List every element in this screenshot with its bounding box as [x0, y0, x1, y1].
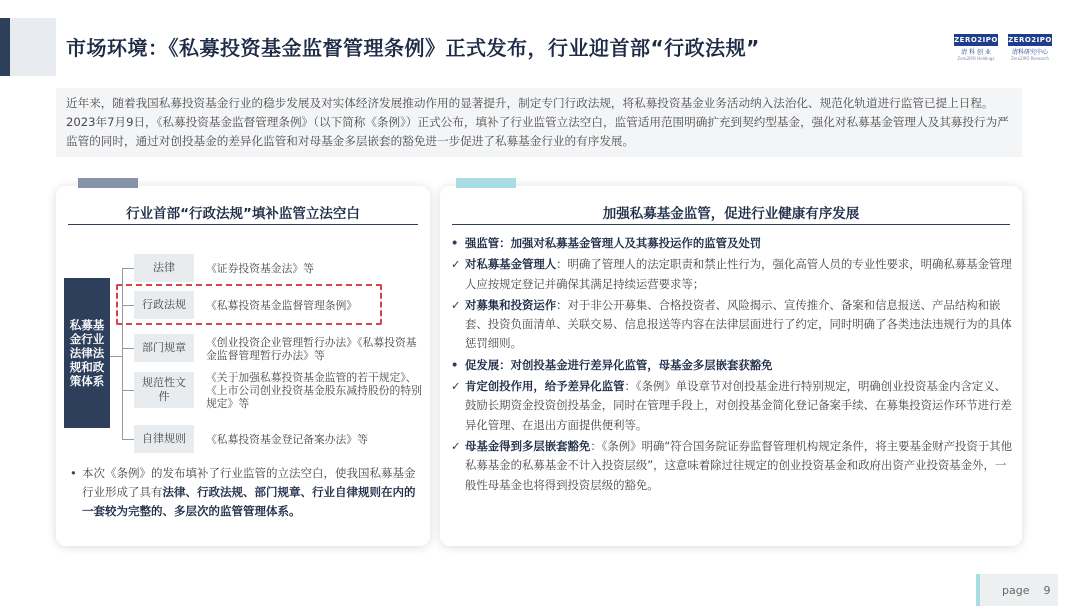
list-item: ✓ 对募集和投资运作：对于非公开募集、合格投资者、风险揭示、宣传推介、备案和信息报送、产品结构和嵌套、投资负面清单、关联交易、信息报送等内容在法律层面进行了约定，同时明确了各类违法违规行为的具体惩罚细则。 [451, 297, 1012, 351]
panel-tab-decoration [78, 178, 138, 188]
level-box-admin-regulation: 行政法规 [134, 291, 194, 319]
left-panel-heading: 行业首部“行政法规”填补监管立法空白 [126, 206, 360, 222]
zero2ipo-holdings-logo: ZERO2IPO 清 科 创 业 Zero2IPO Holdings [954, 36, 998, 61]
level-box-dept-rules: 部门规章 [134, 334, 194, 362]
list-item: ✓ 肯定创投作用，给予差异化监管：《条例》单设章节对创投基金进行特别规定，明确创业投资基金内含定义、鼓励长期资金投资创投基金，同时在管理手段上，对创投基金简化登记备案手续、在募集投资运作环节进行差异化管理、在退出方面提供便利等。 [451, 379, 1012, 432]
tree-branch [122, 390, 134, 391]
title-accent-shade [10, 18, 56, 76]
level-box-self-regulation: 自律规则 [134, 425, 194, 453]
tree-root-label: 私募基金行业法律法规和政策体系 [64, 278, 110, 428]
right-panel-heading: 加强私募基金监管，促进行业健康有序发展 [602, 206, 860, 222]
list-item: ✓ 对私募基金管理人：明确了管理人的法定职责和禁止性行为，强化高管人员的专业性要求，明确私募基金管理人应按规定登记并确保其满足持续运营要求等； [451, 257, 1012, 291]
level-desc-admin-regulation: 《私募投资基金监督管理条例》 [206, 299, 358, 312]
highlight-dashed-frame [116, 284, 382, 325]
left-panel-summary: • 本次《条例》的发布填补了行业监管的立法空白，使我国私募基金行业形成了具有法律、行政法规、部门规章、行业自律规则在内的一套较为完整的、多层次的监管管理体系。 [70, 466, 416, 518]
tree-branch [122, 268, 134, 269]
panel-tab-decoration [456, 178, 516, 188]
logo-group [954, 34, 1052, 61]
heading-divider [68, 224, 418, 225]
level-desc-dept-rules: 《创业投资企业管理暂行办法》《私募投资基金监督管理暂行办法》等 [206, 336, 417, 362]
intro-paragraph: 近年来，随着我国私募投资基金行业的稳步发展及对实体经济发展推动作用的显著提升，制定专门行政法规，将私募投资基金业务活动纳入法治化、规范化轨道进行监管已提上日程。 2023年7月9日，《私募投资基金监督管理条例》（以下简称《条例》）正式公布，填补了行业监管立法空白，监管适用范围明确扩充到契约型基金，强化对私募基金管理人及其募投行为严监管的同时，通过对创投基金的差异化监管和对母基金多层嵌套的豁免进一步促进了私募基金行业的有序发展。 [56, 88, 1022, 157]
level-desc-normative-docs: 《关于加强私募投资基金监管的若干规定》、《上市公司创业投资基金股东减持股份的特别规定》等 [206, 371, 422, 410]
level-box-normative-docs: 规范性文件 [134, 372, 194, 408]
regulation-system-panel [56, 186, 430, 546]
list-item: • 强监管：加强对私募基金管理人及其募投运作的监管及处罚 [451, 236, 762, 250]
list-item: ✓ 母基金得到多层嵌套豁免：《条例》明确“符合国务院证券监督管理机构规定条件，将主要基金财产投资于其他私募基金的私募基金不计入投资层级”，这意味着除过往规定的创业投资基金和政府出资产业投资基金外，一般性母基金也将得到投资层级的豁免。 [451, 438, 1012, 492]
tree-connector [110, 356, 122, 357]
supervision-panel [440, 186, 1022, 546]
heading-divider [452, 224, 1010, 225]
bullet-marker: • [70, 466, 77, 480]
list-item: • 促发展：对创投基金进行差异化监管，母基金多层嵌套获豁免 [451, 357, 773, 372]
tree-branch [122, 348, 134, 349]
page-number: 9 [1043, 583, 1051, 597]
tree-branch [122, 439, 134, 440]
page-label: page [1002, 583, 1030, 597]
level-box-law: 法律 [134, 254, 194, 282]
supervision-points-list [450, 234, 1016, 495]
level-desc-self-regulation: 《私募投资基金登记备案办法》等 [206, 433, 368, 446]
title-accent-bar [0, 18, 10, 76]
zero2ipo-research-logo: ZERO2IPO 清科研究中心 Zero2IPO Research [1008, 36, 1052, 61]
page-number-tag [980, 574, 1058, 606]
level-desc-law: 《证券投资基金法》等 [206, 262, 314, 275]
page-title: 市场环境：《私募投资基金监督管理条例》正式发布，行业迎首部“行政法规” [66, 36, 760, 60]
